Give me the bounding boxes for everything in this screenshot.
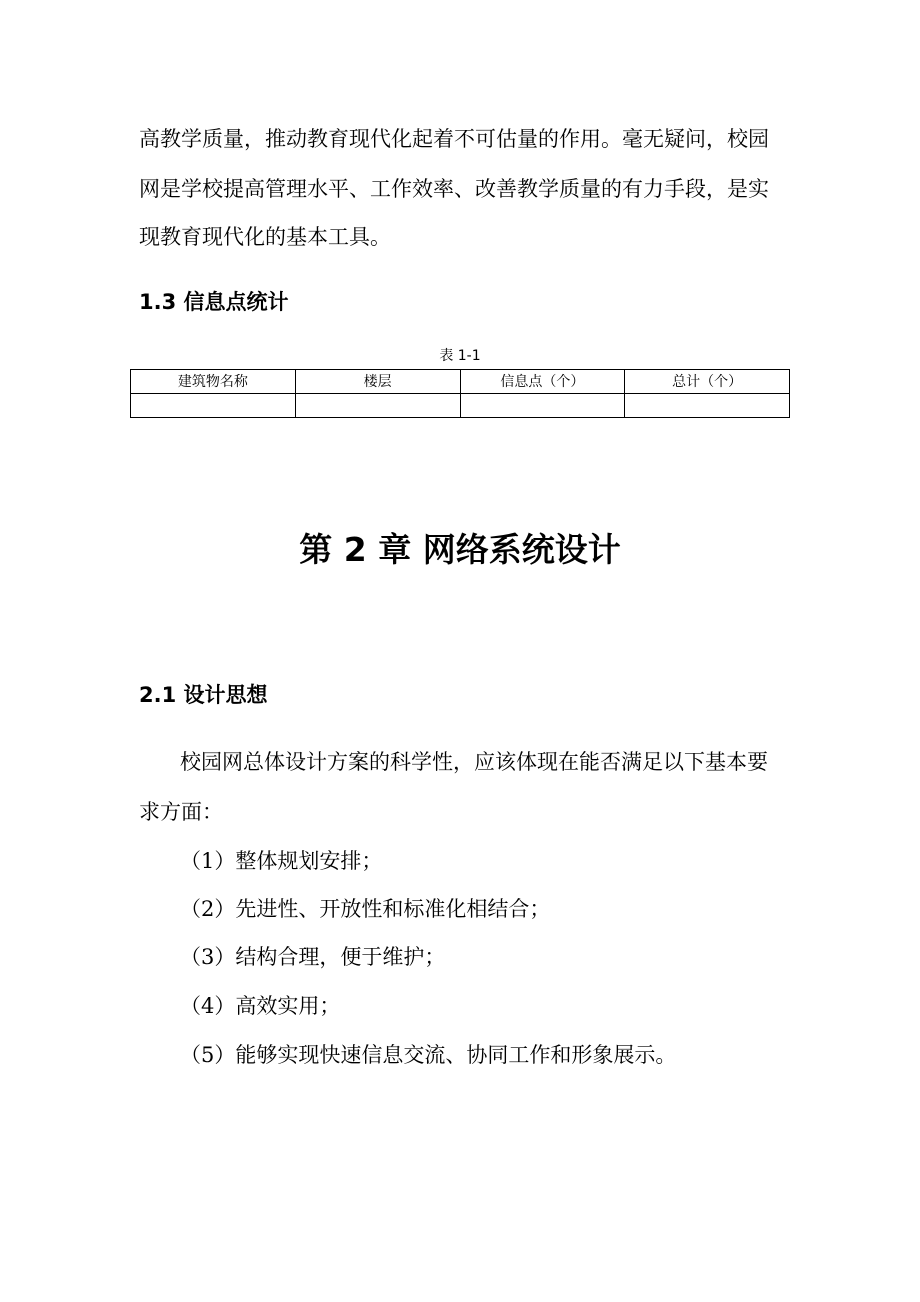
table-cell <box>131 394 296 418</box>
list-item: （2）先进性、开放性和标准化相结合； <box>180 897 551 921</box>
table-header-row <box>131 370 790 394</box>
intro-line-3: 现教育现代化的基本工具。 <box>139 225 391 249</box>
intro-line-2: 网是学校提高管理水平、工作效率、改善教学质量的有力手段，是实 <box>139 177 769 201</box>
header-info-points: 信息点（个） <box>460 370 625 394</box>
list-item: （4）高效实用； <box>180 994 341 1018</box>
section-2-1-heading: 2.1 设计思想 <box>139 683 268 707</box>
list-item: （5）能够实现快速信息交流、协同工作和形象展示。 <box>180 1043 677 1067</box>
header-floor: 楼层 <box>295 370 460 394</box>
table-caption: 表 1-1 <box>439 348 481 364</box>
design-para-line-1: 校园网总体设计方案的科学性，应该体现在能否满足以下基本要 <box>180 750 768 774</box>
table-row <box>131 394 790 418</box>
header-building-name: 建筑物名称 <box>131 370 296 394</box>
table-cell <box>625 394 790 418</box>
list-item: （1）整体规划安排； <box>180 849 383 873</box>
design-para-line-2: 求方面： <box>139 800 223 824</box>
info-point-table <box>130 369 790 418</box>
list-item: （3）结构合理，便于维护； <box>180 945 446 969</box>
table-cell <box>295 394 460 418</box>
header-total: 总计（个） <box>625 370 790 394</box>
intro-line-1: 高教学质量，推动教育现代化起着不可估量的作用。毫无疑问，校园 <box>139 127 769 151</box>
table-cell <box>460 394 625 418</box>
section-1-3-heading: 1.3 信息点统计 <box>139 290 289 314</box>
chapter-2-title: 第 2 章 网络系统设计 <box>299 530 621 569</box>
